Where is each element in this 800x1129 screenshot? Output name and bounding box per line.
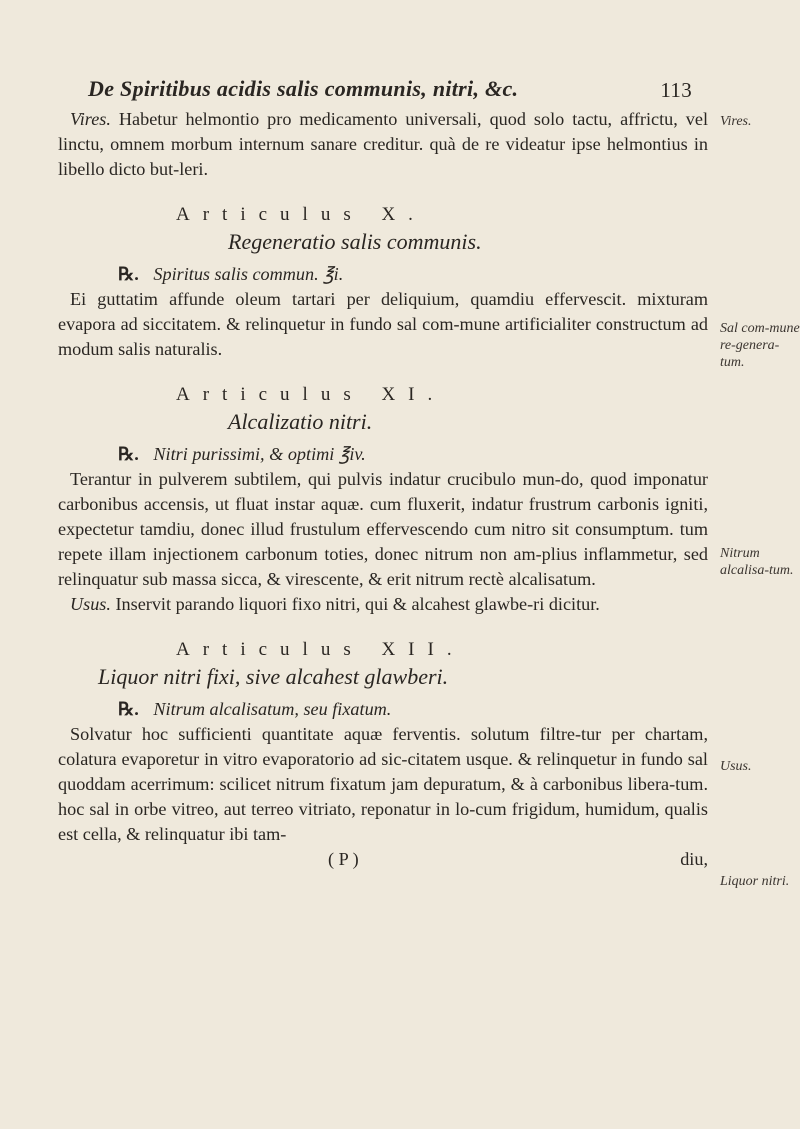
- running-title: De Spiritibus acidis salis communis, nitri, &c.: [88, 76, 519, 101]
- margin-note-sal: Sal com-mune re-genera-tum.: [720, 321, 800, 370]
- signature-mark: ( P ): [328, 849, 359, 869]
- intro-paragraph: [58, 107, 708, 182]
- intro-text: Habetur helmontio pro medicamento universali, quod solo tactu, affrictu, vel linctu, omnem morbum internum sanare creditur. quà de re videatur ipse helmontius in libello dicto but-leri.: [58, 109, 709, 179]
- article-10-recipe-text: Spiritus salis commun. ℥i.: [153, 264, 344, 284]
- article-12-subtitle: Liquor nitri fixi, sive alcahest glawberi.: [98, 664, 449, 689]
- recipe-icon: ℞.: [118, 264, 139, 284]
- recipe-icon: ℞.: [118, 699, 139, 719]
- margin-note-usus: Usus.: [720, 759, 752, 774]
- article-11-recipe: [58, 442, 708, 467]
- article-10-subtitle: Regeneratio salis communis.: [228, 229, 482, 254]
- article-12-title: Articulus XII.: [176, 639, 465, 660]
- page-footer: [58, 847, 708, 873]
- intro-lead: Vires.: [70, 109, 111, 129]
- article-11-usus: [58, 592, 708, 617]
- main-text: [58, 107, 708, 873]
- article-12-recipe-text: Nitrum alcalisatum, seu fixatum.: [153, 699, 392, 719]
- running-header: [88, 76, 708, 102]
- catchword: diu,: [680, 849, 708, 869]
- article-11-title: Articulus XI.: [176, 384, 446, 405]
- article-10-text: Ei guttatim affunde oleum tartari per deliquium, quamdiu effervescit. mixturam evapora ad siccitatem. & relinquetur in fundo sal com-mune artificialiter constructum ad modum salis naturalis.: [58, 289, 708, 359]
- article-12-recipe: [58, 697, 708, 722]
- article-10-recipe: [58, 262, 708, 287]
- article-11-text: Terantur in pulverem subtilem, qui pulvis indatur crucibulo mun-do, quod imponatur carbonibus accensis, ut fluat instar aquæ. cum fluxerit, indatur frustrum carbonis igniti, expectetur tamdiu, donec illud frustulum effervescendo cum nitro sit consumptum. tum repete illam injectionem carbonum toties, donec nitrum non am-plius inflammetur, sed relinquatur sub massa sicca, & virescente, & erit nitrum rectè alcalisatum.: [58, 469, 708, 589]
- recipe-icon: ℞.: [118, 444, 139, 464]
- article-12-text: Solvatur hoc sufficienti quantitate aquæ ferventis. solutum filtre-tur per chartam, colatura evaporetur in vitro evaporatorio ad sic-citatem usque. & relinquetur in fundo sal quoddam acerrimum: scilicet nitrum fixatum jam depuratum, & à carbonibus libera-tum. hoc sal in orbe vitreo, aut terreo vitriato, reponatur in lo-cum frigidum, humidum, qualis est cella, & relinquatur ibi tam-: [58, 724, 708, 844]
- usus-text: Inservit parando liquori fixo nitri, qui & alcahest glawbe-ri dicitur.: [115, 594, 600, 614]
- margin-note-liquor: Liquor nitri.: [720, 874, 790, 889]
- margin-note-vires: Vires.: [720, 114, 752, 129]
- margin-note-nitrum: Nitrum alcalisa-tum.: [720, 546, 794, 578]
- article-11-subtitle: Alcalizatio nitri.: [228, 409, 373, 434]
- article-10-title: Articulus X.: [176, 204, 426, 225]
- usus-lead: Usus.: [70, 594, 111, 614]
- page-number: 113: [660, 78, 692, 102]
- article-11-recipe-text: Nitri purissimi, & optimi ℥iv.: [153, 444, 366, 464]
